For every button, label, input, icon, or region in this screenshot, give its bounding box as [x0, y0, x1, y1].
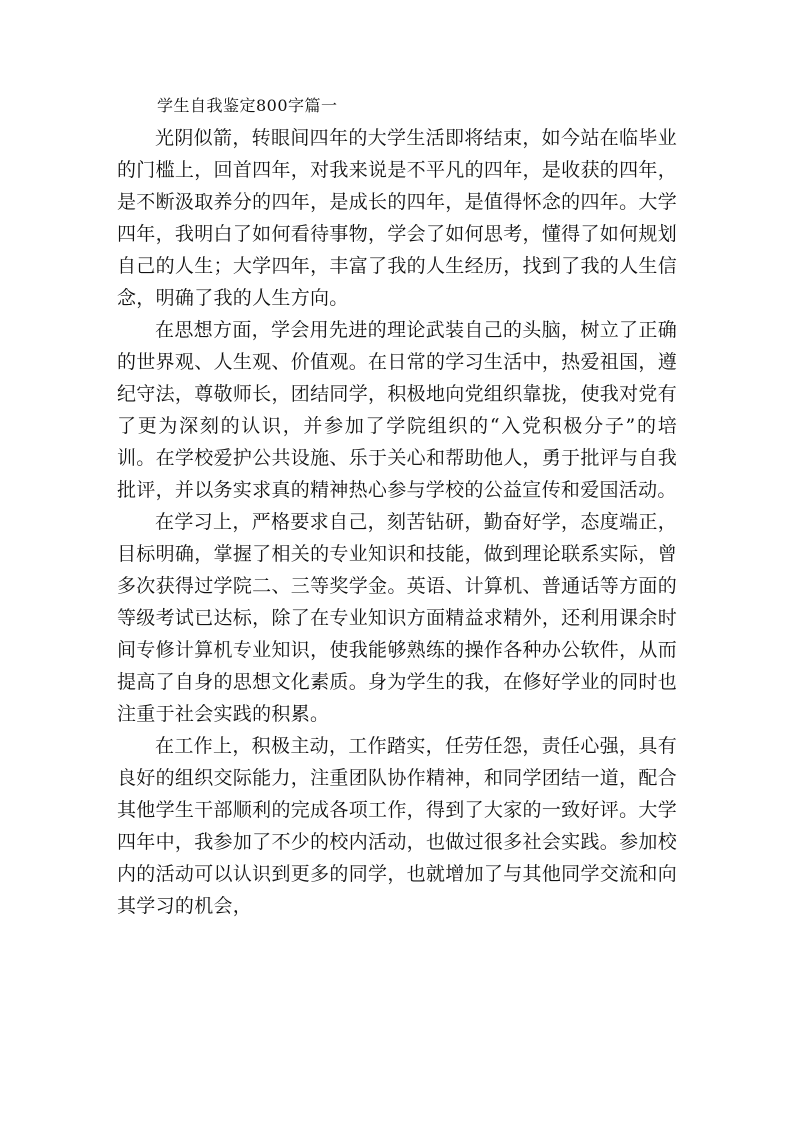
paragraph-work: 在工作上，积极主动，工作踏实，任劳任怨，责任心强，具有良好的组织交际能力，注重团队协作精神，和同学团结一道，配合其他学生干部顺利的完成各项工作，得到了大家的一致好评。大学四年中，我参加了不少的校内活动，也做过很多社会实践。参加校内的活动可以认识到更多的同学，也就增加了与其他同学交流和向其学习的机会， [117, 735, 677, 917]
paragraph-thought: 在思想方面，学会用先进的理论武装自己的头脑，树立了正确的世界观、人生观、价值观。在日常的学习生活中，热爱祖国，遵纪守法，尊敬师长，团结同学，积极地向党组织靠拢，使我对党有了更为深刻的认识，并参加了学院组织的“入党积极分子”的培训。在学校爱护公共设施、乐于关心和帮助他人，勇于批评与自我批评，并以务实求真的精神热心参与学校的公益宣传和爱国活动。 [117, 319, 677, 501]
document-body [117, 94, 677, 922]
document-title: 学生自我鉴定800字篇一 [157, 96, 338, 115]
paragraph-intro: 光阴似箭，转眼间四年的大学生活即将结束，如今站在临毕业的门槛上，回首四年，对我来说是不平凡的四年，是收获的四年，是不断汲取养分的四年，是成长的四年，是值得怀念的四年。大学四年，我明白了如何看待事物，学会了如何思考，懂得了如何规划自己的人生；大学四年，丰富了我的人生经历，找到了我的人生信念，明确了我的人生方向。 [117, 127, 677, 309]
paragraph-study: 在学习上，严格要求自己，刻苦钻研，勤奋好学，态度端正，目标明确，掌握了相关的专业知识和技能，做到理论联系实际，曾多次获得过学院二、三等奖学金。英语、计算机、普通话等方面的等级考试已达标，除了在专业知识方面精益求精外，还利用课余时间专修计算机专业知识，使我能够熟练的操作各种办公软件，从而提高了自身的思想文化素质。身为学生的我，在修好学业的同时也注重于社会实践的积累。 [117, 511, 677, 725]
